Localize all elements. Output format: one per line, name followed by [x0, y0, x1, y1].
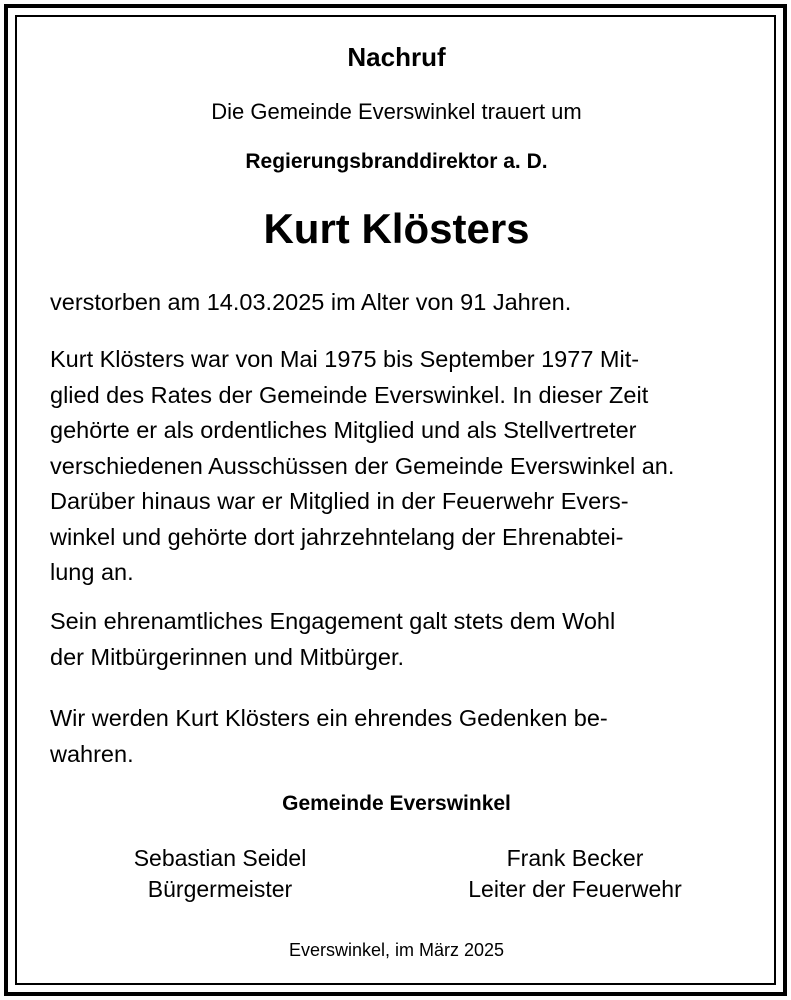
biography-paragraph — [50, 342, 743, 591]
biography-line: Darüber hinaus war er Mitglied in der Feuerwehr Evers- — [50, 488, 629, 514]
biography-line: lung an. — [50, 559, 134, 585]
closing-line: wahren. — [50, 740, 134, 767]
closing-paragraph — [50, 701, 743, 772]
signer-title: Bürgermeister — [147, 876, 293, 902]
engagement-line: Sein ehrenamtliches Engagement galt stets dem Wohl — [50, 608, 616, 634]
death-line: verstorben am 14.03.2025 im Alter von 91 Jahren. — [50, 289, 572, 315]
intro-line: Die Gemeinde Everswinkel trauert um — [211, 99, 582, 124]
signer-name: Sebastian Seidel — [133, 845, 307, 871]
deceased-rank: Regierungsbranddirektor a. D. — [245, 150, 548, 173]
signer-title: Leiter der Feuerwehr — [468, 876, 682, 902]
biography-line: winkel und gehörte dort jahrzehntelang der Ehrenabtei- — [50, 523, 624, 550]
signer-fire-chief — [425, 843, 725, 905]
organization-name: Gemeinde Everswinkel — [282, 792, 511, 815]
biography-line: glied des Rates der Gemeinde Everswinkel. In dieser Zeit — [50, 381, 649, 408]
notice-heading: Nachruf — [347, 42, 446, 72]
closing-line: Wir werden Kurt Klösters ein ehrendes Gedenken be- — [50, 705, 608, 731]
biography-line: gehörte er als ordentliches Mitglied und als Stellvertreter — [50, 417, 637, 443]
engagement-paragraph — [50, 604, 743, 675]
place-and-date: Everswinkel, im März 2025 — [288, 940, 505, 960]
signer-name: Frank Becker — [506, 845, 644, 871]
engagement-line: der Mitbürgerinnen und Mitbürger. — [50, 643, 405, 670]
signer-mayor — [90, 843, 350, 905]
biography-line: Kurt Klösters war von Mai 1975 bis September 1977 Mit- — [50, 346, 640, 372]
deceased-name: Kurt Klösters — [263, 205, 530, 252]
biography-line: verschiedenen Ausschüssen der Gemeinde Everswinkel an. — [50, 452, 675, 479]
